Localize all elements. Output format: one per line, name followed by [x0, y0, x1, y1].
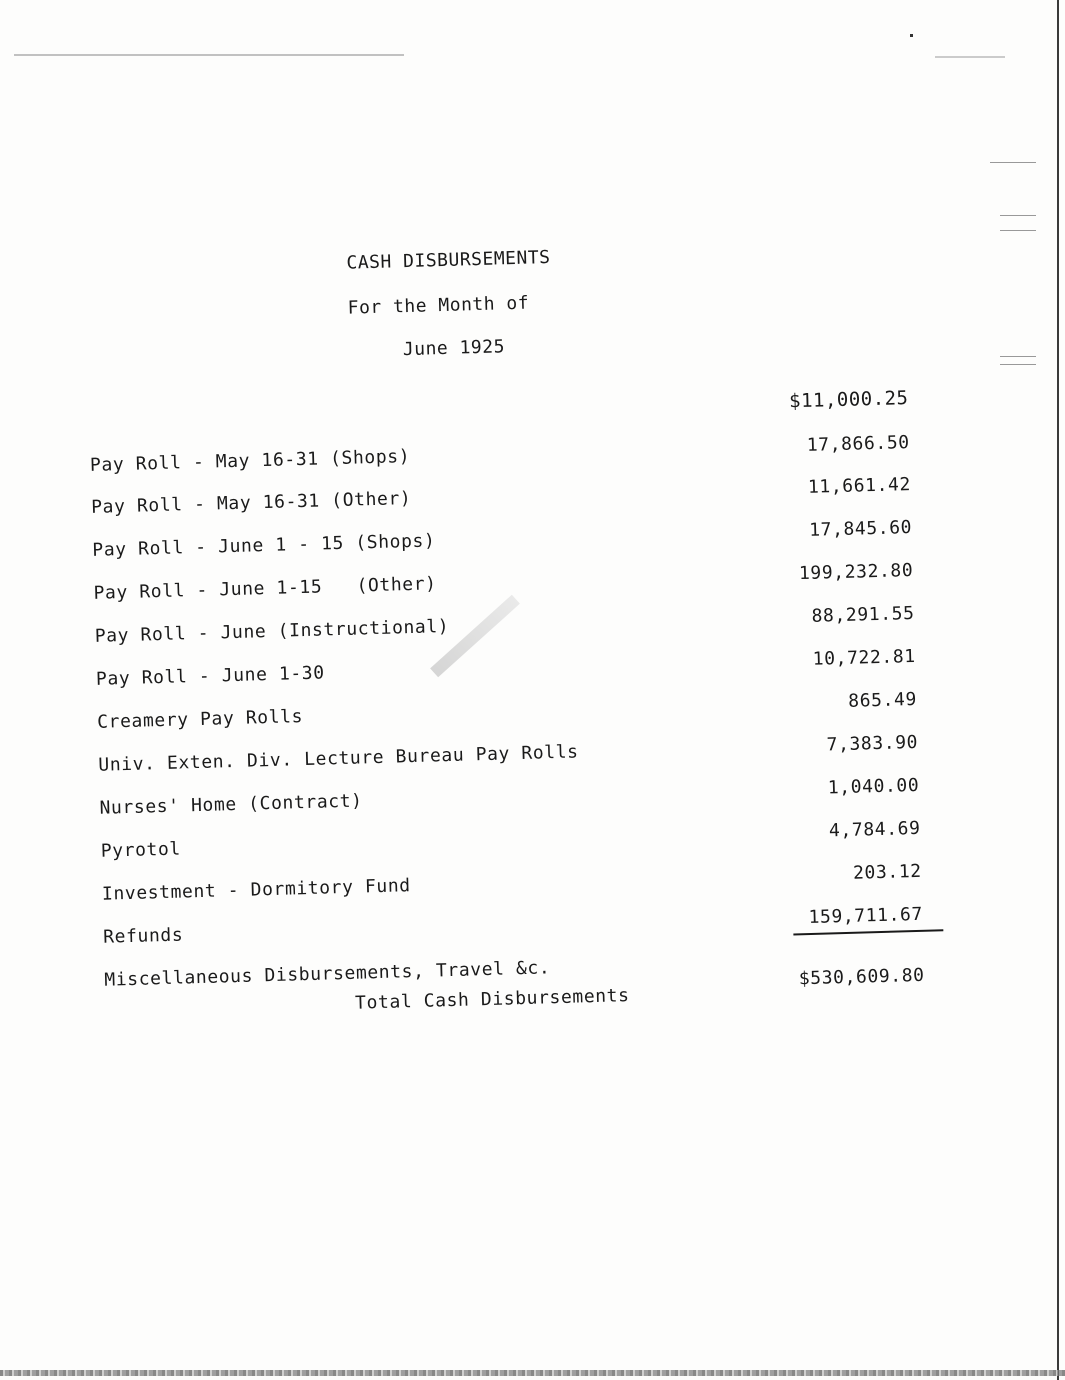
row-label: Nurses' Home (Contract) [99, 790, 363, 819]
row-label: Pay Roll - June (Instructional) [94, 615, 450, 647]
document-title: CASH DISBURSEMENTS [346, 246, 551, 274]
row-amount: 4,784.69 [828, 817, 921, 842]
table-row [91, 474, 912, 527]
scan-edge-bottom [0, 1370, 1065, 1376]
row-label: Pay Roll - May 16-31 (Shops) [89, 445, 411, 476]
scan-dot [910, 34, 913, 37]
row-amount: 203.12 [852, 860, 922, 884]
total-label: Total Cash Disbursements [354, 985, 630, 1014]
table-row [96, 646, 917, 699]
row-amount: 7,383.90 [826, 731, 919, 756]
row-label: Pay Roll - June 1-30 [95, 662, 325, 690]
table-row [101, 818, 922, 871]
row-amount: 11,661.42 [807, 474, 912, 498]
row-label: Miscellaneous Disbursements, Travel &c. [104, 957, 551, 991]
disbursement-statement [84, 227, 925, 1014]
row-label: Creamery Pay Rolls [96, 706, 304, 733]
row-label: Pay Roll - June 1-15 (Other) [93, 573, 437, 604]
row-amount: 17,866.50 [806, 432, 910, 456]
scan-mark [1000, 364, 1036, 365]
total-amount: $530,609.80 [798, 964, 925, 990]
row-label: Investment - Dormitory Fund [101, 875, 411, 905]
scan-edge-top [14, 54, 404, 56]
scan-mark [990, 162, 1036, 163]
row-amount: 865.49 [847, 688, 918, 712]
document-period: June 1925 [402, 336, 506, 361]
row-amount: 10,722.81 [812, 645, 916, 670]
row-amount: 199,232.80 [798, 559, 914, 585]
row-label: Pay Roll - June 1 - 15 (Shops) [92, 530, 436, 561]
scan-mark [1000, 356, 1036, 357]
table-row [97, 689, 918, 742]
first-amount: $11,000.25 [788, 387, 909, 413]
scan-edge-top-right [935, 56, 1005, 58]
scan-mark [1000, 230, 1036, 231]
row-amount: 17,845.60 [808, 516, 913, 541]
table-row [92, 517, 913, 570]
scan-edge-right [1057, 0, 1059, 1380]
table-row [99, 775, 920, 828]
table-row [103, 904, 924, 957]
row-amount: 88,291.55 [811, 602, 915, 627]
table-row [102, 861, 923, 914]
document-subtitle: For the Month of [347, 292, 530, 319]
row-amount: 1,040.00 [827, 774, 920, 799]
row-label: Pyrotol [100, 838, 182, 862]
row-amount: 159,711.67 [808, 903, 924, 929]
row-label: Refunds [102, 924, 184, 948]
scan-mark [1000, 215, 1036, 216]
row-label: Univ. Exten. Div. Lecture Bureau Pay Rolls [98, 741, 579, 776]
table-row [98, 732, 919, 785]
row-label: Pay Roll - May 16-31 (Other) [90, 487, 412, 518]
